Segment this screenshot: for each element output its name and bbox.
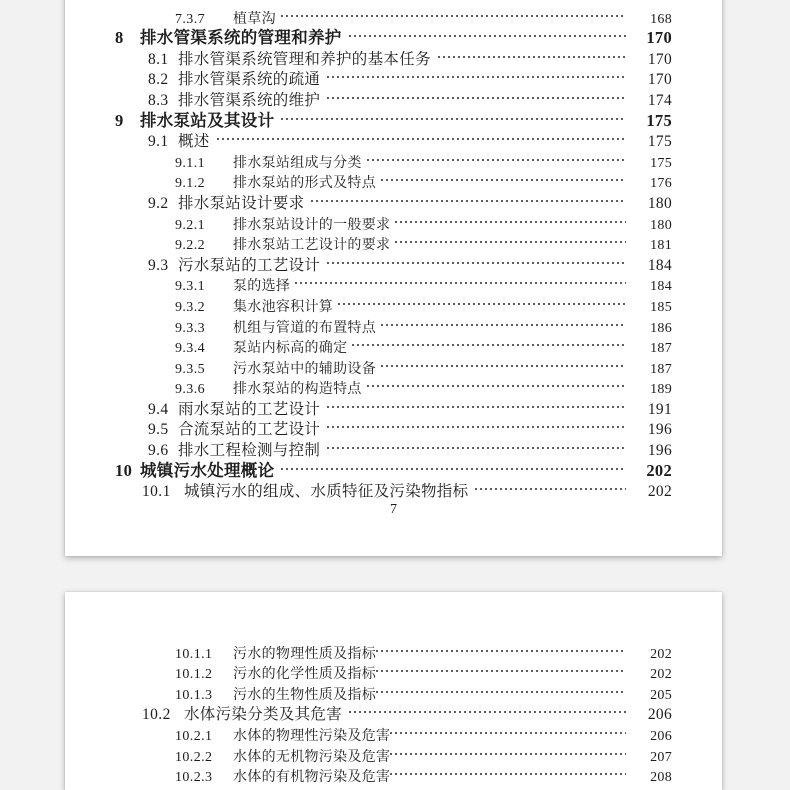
toc-entry-number: 10.2.3 [175, 770, 213, 786]
toc-entry-page-number: 180 [650, 217, 672, 233]
toc-entry-number: 10 [115, 460, 133, 480]
toc-entry-page-number: 170 [647, 50, 672, 68]
toc-entry[interactable] [65, 637, 722, 662]
toc-dot-leader [217, 126, 626, 147]
toc-entry[interactable] [65, 290, 722, 315]
toc-entry-number: 9.4 [148, 400, 169, 418]
toc-dot-leader [395, 229, 626, 250]
toc-entry-number: 9.1.1 [175, 155, 205, 171]
toc-entry-title: 污水泵站的工艺设计 [178, 256, 321, 274]
toc-page-2 [65, 592, 722, 790]
toc-entry-title: 排水工程检测与控制 [178, 442, 321, 460]
toc-entry-number: 8.1 [148, 50, 169, 68]
toc-entry-title: 排水泵站组成与分类 [233, 155, 362, 171]
toc-entry-number: 9.2 [148, 194, 169, 212]
toc-dot-leader [295, 270, 626, 291]
toc-dot-leader [311, 187, 626, 208]
toc-entry-page-number: 170 [646, 28, 672, 48]
toc-list-page-2 [65, 592, 722, 786]
toc-entry-page-number: 170 [647, 71, 672, 89]
toc-page-1 [65, 0, 722, 556]
toc-entry-number: 9.6 [148, 442, 169, 460]
toc-entry-number: 9.3.3 [175, 320, 205, 336]
toc-dot-leader [475, 476, 626, 497]
toc-entry[interactable] [65, 249, 722, 274]
toc-dot-leader [327, 414, 626, 435]
toc-entry-number: 10.2 [142, 706, 171, 724]
toc-entry[interactable] [65, 332, 722, 357]
toc-entry-title: 排水泵站设计的一般要求 [233, 217, 391, 233]
toc-entry-title: 污水的生物性质及指标 [233, 687, 376, 703]
toc-entry-title: 城镇污水处理概论 [140, 460, 275, 480]
toc-entry-number: 9.3.6 [175, 382, 205, 398]
toc-dot-leader [376, 678, 626, 699]
toc-entry[interactable] [65, 352, 722, 377]
toc-dot-leader [327, 64, 626, 85]
toc-entry[interactable] [65, 373, 722, 398]
toc-dot-leader [327, 434, 626, 455]
toc-entry-number: 8.3 [148, 91, 169, 109]
toc-entry-title: 污水的化学性质及指标 [233, 667, 376, 683]
toc-entry-number: 9.3.1 [175, 279, 205, 295]
toc-entry[interactable] [65, 658, 722, 683]
toc-entry-page-number: 202 [650, 646, 672, 662]
toc-entry-page-number: 168 [650, 11, 672, 27]
toc-entry-title: 集水池容积计算 [233, 299, 334, 315]
toc-dot-leader [381, 167, 626, 188]
toc-dot-leader [390, 719, 626, 740]
toc-entry-page-number: 206 [650, 728, 672, 744]
toc-entry-page-number: 185 [650, 299, 672, 315]
toc-list-page-1 [65, 0, 722, 501]
toc-dot-leader [390, 761, 626, 782]
toc-entry-page-number: 187 [650, 361, 672, 377]
toc-entry[interactable] [65, 167, 722, 192]
toc-dot-leader [381, 311, 626, 332]
toc-dot-leader [327, 84, 626, 105]
toc-entry-title: 水体污染分类及其危害 [184, 706, 343, 724]
toc-entry-page-number: 196 [647, 442, 672, 460]
toc-entry-number: 9.3.5 [175, 361, 205, 377]
toc-entry-number: 9 [115, 110, 124, 130]
toc-entry-page-number: 176 [650, 176, 672, 192]
toc-entry[interactable] [65, 699, 722, 724]
toc-entry-number: 9.3.4 [175, 341, 205, 357]
page-folio-1: 7 [390, 502, 397, 518]
toc-entry-number: 9.1 [148, 133, 169, 151]
toc-entry-page-number: 186 [650, 320, 672, 336]
toc-entry-title: 城镇污水的组成、水质特征及污染物指标 [184, 483, 469, 501]
toc-dot-leader [381, 352, 626, 373]
toc-entry-title: 排水管渠系统管理和养护的基本任务 [178, 50, 431, 68]
toc-entry-number: 8 [115, 28, 124, 48]
toc-entry-page-number: 202 [647, 483, 672, 501]
toc-entry-number: 10.2.2 [175, 749, 213, 765]
toc-entry-page-number: 175 [647, 133, 672, 151]
toc-entry-page-number: 205 [650, 687, 672, 703]
toc-entry-title: 排水管渠系统的管理和养护 [140, 28, 342, 48]
toc-entry-number: 10.1.2 [175, 667, 213, 683]
toc-entry-title: 泵的选择 [233, 279, 291, 295]
toc-entry-page-number: 187 [650, 341, 672, 357]
toc-entry-number: 9.3 [148, 256, 169, 274]
toc-entry-page-number: 181 [650, 238, 672, 254]
toc-entry-number: 10.1.1 [175, 646, 213, 662]
toc-entry[interactable] [65, 2, 722, 27]
toc-entry-page-number: 202 [650, 667, 672, 683]
toc-entry-number: 10.1.3 [175, 687, 213, 703]
toc-dot-leader [281, 105, 626, 126]
toc-entry-title: 水体的物理性污染及危害 [233, 728, 391, 744]
toc-entry-page-number: 208 [650, 770, 672, 786]
toc-entry-number: 9.3.2 [175, 299, 205, 315]
toc-dot-leader [281, 2, 626, 23]
toc-entry-title: 排水泵站的形式及特点 [233, 176, 376, 192]
toc-entry-page-number: 196 [647, 421, 672, 439]
toc-entry[interactable] [65, 23, 722, 48]
toc-entry-page-number: 175 [650, 155, 672, 171]
toc-entry-number: 9.2.1 [175, 217, 205, 233]
toc-entry-page-number: 184 [650, 279, 672, 295]
toc-entry[interactable] [65, 761, 722, 786]
toc-entry[interactable] [65, 740, 722, 765]
toc-entry-page-number: 174 [647, 91, 672, 109]
toc-entry-number: 10.1 [142, 483, 171, 501]
toc-dot-leader [327, 249, 626, 270]
toc-dot-leader [367, 146, 626, 167]
toc-dot-leader [349, 699, 626, 720]
toc-entry-page-number: 191 [647, 400, 672, 418]
toc-entry[interactable] [65, 393, 722, 418]
toc-entry-number: 8.2 [148, 71, 169, 89]
toc-entry-title: 排水泵站工艺设计的要求 [233, 238, 391, 254]
toc-entry-number: 10.2.1 [175, 728, 213, 744]
toc-entry-number: 7.3.7 [175, 11, 205, 27]
toc-entry-title: 排水泵站的构造特点 [233, 382, 362, 398]
toc-entry-page-number: 189 [650, 382, 672, 398]
toc-dot-leader [352, 332, 626, 353]
toc-entry[interactable] [65, 187, 722, 212]
toc-entry-title: 雨水泵站的工艺设计 [178, 400, 321, 418]
toc-entry-title: 水体的有机物污染及危害 [233, 770, 391, 786]
toc-dot-leader [327, 393, 626, 414]
toc-dot-leader [395, 208, 626, 229]
toc-entry-page-number: 206 [647, 706, 672, 724]
toc-dot-leader [338, 290, 626, 311]
toc-entry-title: 排水泵站及其设计 [140, 110, 275, 130]
toc-entry-title: 排水泵站设计要求 [178, 194, 305, 212]
toc-entry-title: 水体的无机物污染及危害 [233, 749, 391, 765]
toc-dot-leader [376, 637, 626, 658]
toc-entry-number: 9.1.2 [175, 176, 205, 192]
toc-entry[interactable] [65, 311, 722, 336]
toc-entry[interactable] [65, 678, 722, 703]
toc-entry-title: 合流泵站的工艺设计 [178, 421, 321, 439]
toc-entry-title: 机组与管道的布置特点 [233, 320, 376, 336]
toc-entry-number: 9.5 [148, 421, 169, 439]
toc-entry-title: 排水管渠系统的疏通 [178, 71, 321, 89]
toc-entry-page-number: 175 [646, 110, 672, 130]
toc-dot-leader [390, 740, 626, 761]
toc-entry-title: 植草沟 [233, 11, 276, 27]
toc-entry-title: 污水的物理性质及指标 [233, 646, 376, 662]
toc-dot-leader [438, 43, 626, 64]
toc-entry-page-number: 202 [646, 460, 672, 480]
toc-entry-title: 排水管渠系统的维护 [178, 91, 321, 109]
toc-entry-title: 概述 [178, 133, 210, 151]
toc-entry-page-number: 184 [647, 256, 672, 274]
toc-dot-leader [367, 373, 626, 394]
toc-entry-title: 污水泵站中的辅助设备 [233, 361, 376, 377]
toc-dot-leader [349, 23, 626, 44]
toc-entry-page-number: 207 [650, 749, 672, 765]
toc-dot-leader [281, 455, 626, 476]
toc-entry-number: 9.2.2 [175, 238, 205, 254]
toc-dot-leader [376, 658, 626, 679]
toc-entry-title: 泵站内标高的确定 [233, 341, 348, 357]
toc-entry-page-number: 180 [647, 194, 672, 212]
